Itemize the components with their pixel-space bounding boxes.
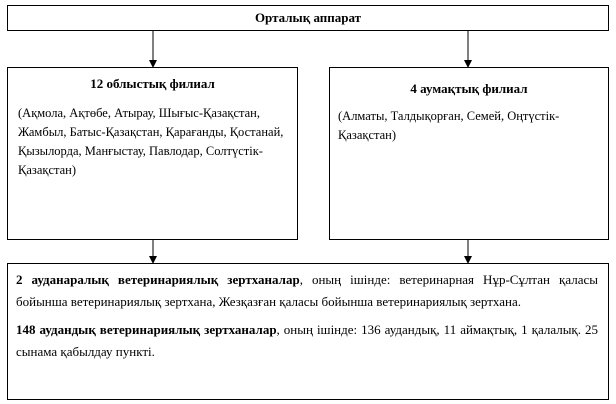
interdistrict-labs-detail: , оның ішінде: ветеринарная Нұр-Сұлтан қаласы бойынша ветеринариялық зертхана, Жезқазған қаласы бойынша ветеринариялық зертхана. (16, 272, 598, 309)
area-branches-box (329, 67, 609, 240)
district-labs-detail: , оның ішінде: 136 аудандық, 11 аймақтық, 1 қалалық. 25 сынама қабылдау пункті. (16, 322, 598, 359)
interdistrict-labs-paragraph (16, 269, 598, 313)
district-labs-heading: 148 аудандық ветеринариялық зертханалар (16, 322, 277, 337)
district-labs-paragraph (16, 319, 598, 363)
regional-branches-list: (Ақмола, Ақтөбе, Атырау, Шығыс-Қазақстан, Жамбыл, Батыс-Қазақстан, Қарағанды, Қостанай, Қызылорда, Манғыстау, Павлодар, Солтүстік-Қазақстан) (18, 106, 284, 177)
area-branches-title: 4 аумақтық филиал (410, 81, 528, 96)
regional-branches-title: 12 облыстық филиал (90, 76, 215, 91)
central-apparatus-title: Орталық аппарат (254, 10, 362, 25)
laboratories-box (7, 263, 609, 400)
central-apparatus-box (7, 5, 609, 31)
regional-branches-box (7, 67, 298, 240)
interdistrict-labs-heading: 2 ауданаралық ветеринариялық зертханалар (16, 272, 300, 287)
area-branches-list: (Алматы, Талдықорған, Семей, Оңтүстік-Қазақстан) (338, 109, 560, 142)
